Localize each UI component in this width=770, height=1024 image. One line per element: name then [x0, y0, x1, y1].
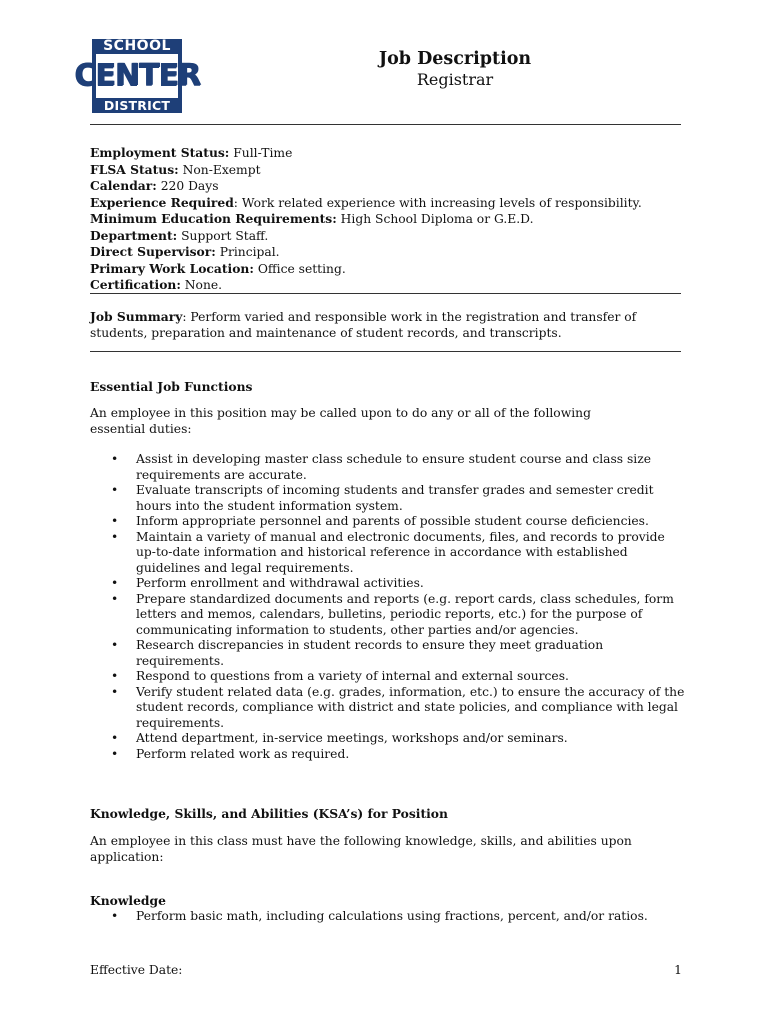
intro-text: An employee in this position may be called upon to do any or all of the following essential duties: — [90, 406, 591, 436]
knowledge-heading — [90, 893, 690, 910]
list-item: • Attend department, in-service meetings, workshops and/or seminars. — [90, 731, 686, 747]
field-label: Calendar: — [90, 178, 157, 193]
field-label: Experience Required — [90, 194, 234, 210]
page-number: 1 — [674, 963, 682, 977]
field-label: Direct Supervisor: — [90, 244, 216, 259]
summary-top-divider — [90, 293, 681, 294]
document-header — [250, 48, 660, 90]
school-district-logo — [74, 38, 200, 115]
subsection-heading: Knowledge — [90, 893, 166, 908]
list-item: • Evaluate transcripts of incoming students and transfer grades and semester credit hours into the student information system. — [90, 483, 686, 514]
field-department — [90, 228, 690, 245]
list-item: • Perform enrollment and withdrawal activities. — [90, 576, 686, 592]
field-label: Department: — [90, 227, 178, 243]
ksa-intro — [90, 834, 650, 865]
job-summary-paragraph — [90, 309, 650, 341]
field-calendar — [90, 178, 690, 195]
document-title: Job Description — [378, 49, 532, 69]
list-item: • Perform related work as required. — [90, 747, 686, 763]
effective-date-label: Effective Date: — [90, 963, 183, 977]
field-label: Minimum Education Requirements: — [90, 211, 337, 226]
section-heading: Essential Job Functions — [90, 379, 253, 394]
logo-school-text: SCHOOL — [92, 39, 182, 54]
field-value: : Work related experience with increasing levels of responsibility. — [233, 195, 642, 210]
list-item: • Prepare standardized documents and reports (e.g. report cards, class schedules, form letters and memos, calendars, bulletins, periodic reports, etc.) for the purpose of communicating information to students, other parties and/or agencies. — [90, 592, 686, 639]
knowledge-list — [90, 909, 686, 925]
job-summary — [90, 309, 650, 341]
logo-center-text: CENTER — [92, 54, 182, 98]
field-value: Non-Exempt — [178, 162, 261, 177]
ksa-heading — [90, 806, 690, 823]
field-value: Support Staff. — [177, 228, 269, 243]
list-item: • Respond to questions from a variety of internal and external sources. — [90, 669, 686, 685]
logo-district-text: DISTRICT — [92, 98, 182, 113]
field-education — [90, 211, 690, 228]
essential-functions-list — [90, 452, 686, 762]
header-divider — [90, 124, 681, 125]
field-experience — [90, 195, 690, 212]
position-details — [90, 145, 690, 294]
document-subtitle: Registrar — [416, 70, 494, 89]
field-certification — [90, 277, 690, 294]
field-flsa-status — [90, 162, 690, 179]
intro-text: An employee in this class must have the following knowledge, skills, and abilities upon application: — [90, 834, 632, 864]
field-work-location — [90, 261, 690, 278]
field-label: Certification: — [90, 277, 181, 292]
field-value: Full-Time — [229, 146, 293, 160]
list-item: • Perform basic math, including calculations using fractions, percent, and/or ratios. — [90, 909, 686, 925]
list-item: • Verify student related data (e.g. grades, information, etc.) to ensure the accuracy of the student records, compliance with district and state policies, and compliance with legal requirements. — [90, 685, 686, 732]
list-item: • Assist in developing master class schedule to ensure student course and class size requirements are accurate. — [90, 452, 686, 483]
summary-bottom-divider — [90, 351, 681, 352]
job-summary-text: : Perform varied and responsible work in the registration and transfer of students, preparation and maintenance of student records, and transcripts. — [90, 310, 637, 340]
field-supervisor — [90, 244, 690, 261]
field-label: Employment Status: — [90, 145, 230, 160]
field-label: FLSA Status: — [90, 161, 179, 177]
list-item: • Inform appropriate personnel and parents of possible student course deficiencies. — [90, 514, 686, 530]
field-value: High School Diploma or G.E.D. — [336, 212, 534, 226]
field-employment-status — [90, 145, 690, 162]
field-value: None. — [180, 278, 223, 292]
field-value: Office setting. — [253, 261, 346, 276]
field-label: Primary Work Location: — [90, 260, 254, 276]
section-heading: Knowledge, Skills, and Abilities (KSA’s) for Position — [90, 806, 448, 821]
field-value: 220 Days — [156, 179, 219, 193]
field-value: Principal. — [215, 245, 280, 259]
job-summary-label: Job Summary — [90, 309, 183, 324]
list-item: • Research discrepancies in student records to ensure they meet graduation requirements. — [90, 638, 686, 669]
essential-functions-heading — [90, 379, 690, 396]
essential-functions-intro — [90, 406, 650, 437]
list-item: • Maintain a variety of manual and electronic documents, files, and records to provide up-to-date information and historical reference in accordance with established guidelines and legal requirements. — [90, 530, 686, 577]
